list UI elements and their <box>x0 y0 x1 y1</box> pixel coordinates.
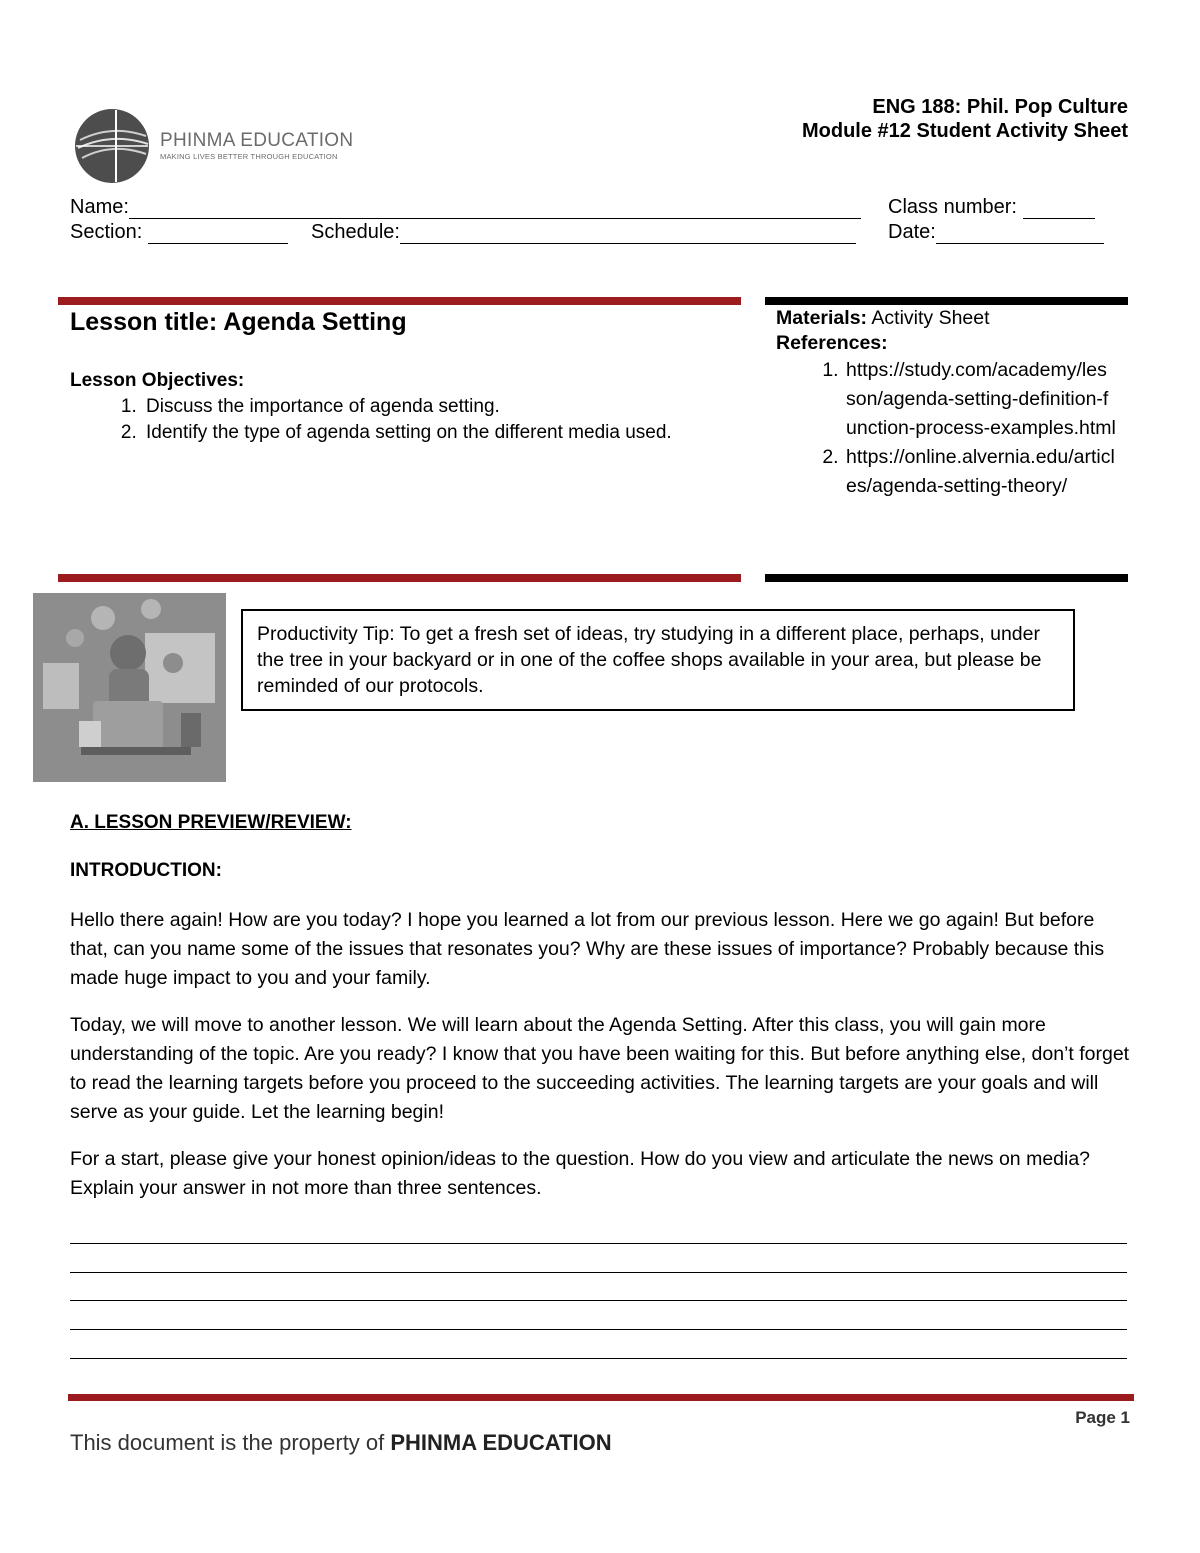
answer-line[interactable] <box>70 1243 1127 1244</box>
property-owner: PHINMA EDUCATION <box>390 1430 612 1455</box>
property-notice <box>70 1430 612 1456</box>
section-label: Section: <box>70 221 143 243</box>
logo-tagline: MAKING LIVES BETTER THROUGH EDUCATION <box>160 152 338 161</box>
schedule-field[interactable] <box>311 221 856 244</box>
productivity-tip-text: Productivity Tip: To get a fresh set of ideas, try studying in a different place, perhaps, under the tree in your backyard or in one of the coffee shops available in your area, but please be reminded of our protocols. <box>257 623 1042 697</box>
references-list <box>776 356 1116 501</box>
materials-value: Activity Sheet <box>867 307 990 329</box>
section-input-line[interactable] <box>148 225 288 244</box>
answer-line[interactable] <box>70 1272 1127 1273</box>
date-field[interactable] <box>888 221 1104 244</box>
student-studying-illustration-icon <box>33 593 226 782</box>
section-a-heading: A. LESSON PREVIEW/REVIEW: <box>70 812 352 833</box>
section-field[interactable] <box>70 221 288 244</box>
schedule-input-line[interactable] <box>400 225 856 244</box>
answer-line[interactable] <box>70 1329 1127 1330</box>
date-label: Date: <box>888 221 936 243</box>
lesson-top-bar <box>58 297 741 305</box>
lesson-bottom-bar <box>58 574 741 582</box>
answer-line[interactable] <box>70 1300 1127 1301</box>
reference-link[interactable]: 1. https://study.com/academy/lesson/agenda-setting-definition-function-process-examples.html <box>844 356 1116 443</box>
date-input-line[interactable] <box>936 225 1104 244</box>
materials-top-bar <box>765 297 1128 305</box>
materials-line <box>776 307 990 330</box>
materials-bottom-bar <box>765 574 1128 582</box>
objectives-list <box>70 394 742 446</box>
course-title: ENG 188: Phil. Pop Culture <box>872 96 1128 118</box>
answer-line[interactable] <box>70 1358 1127 1359</box>
objective-item: 1. Discuss the importance of agenda setting. <box>142 394 742 420</box>
logo-name: PHINMA EDUCATION <box>160 130 354 151</box>
intro-paragraph: Hello there again! How are you today? I hope you learned a lot from our previous lesson. Here we go again! But before that, can you name some of the issues that resonates you? Why are these issues of importance? Probably because this made huge impact to you and your family. <box>70 909 1105 989</box>
productivity-tip-box <box>241 609 1075 711</box>
name-label: Name: <box>70 196 129 218</box>
objective-item: 2. Identify the type of agenda setting on the different media used. <box>142 420 742 446</box>
class-number-field[interactable] <box>888 196 1095 219</box>
module-title: Module #12 Student Activity Sheet <box>802 120 1128 142</box>
intro-paragraph: Today, we will move to another lesson. We will learn about the Agenda Setting. After this class, you will gain more understanding of the topic. Are you ready? I know that you have been waiting for this. But before anything else, don’t forget to read the learning targets before you proceed to the succeeding activities. The learning targets are your goals and will serve as your guide. Let the learning begin! <box>70 1014 1130 1123</box>
footer-bar <box>68 1394 1134 1401</box>
page-number: Page 1 <box>1075 1408 1130 1427</box>
schedule-label: Schedule: <box>311 221 400 243</box>
lesson-title: Lesson title: Agenda Setting <box>70 308 407 336</box>
class-number-label: Class number: <box>888 196 1017 218</box>
references-heading: References: <box>776 332 888 354</box>
introduction-heading: INTRODUCTION: <box>70 860 222 881</box>
name-input-line[interactable] <box>129 200 861 219</box>
name-field[interactable] <box>70 196 861 219</box>
property-prefix: This document is the property of <box>70 1430 391 1455</box>
materials-label: Materials: <box>776 307 868 329</box>
class-number-input-line[interactable] <box>1023 200 1095 219</box>
question-paragraph: For a start, please give your honest opinion/ideas to the question. How do you view and articulate the news on media? Explain your answer in not more than three sentences. <box>70 1148 1091 1199</box>
objectives-heading: Lesson Objectives: <box>70 370 245 391</box>
reference-link[interactable]: 2. https://online.alvernia.edu/articles/agenda-setting-theory/ <box>844 443 1116 501</box>
